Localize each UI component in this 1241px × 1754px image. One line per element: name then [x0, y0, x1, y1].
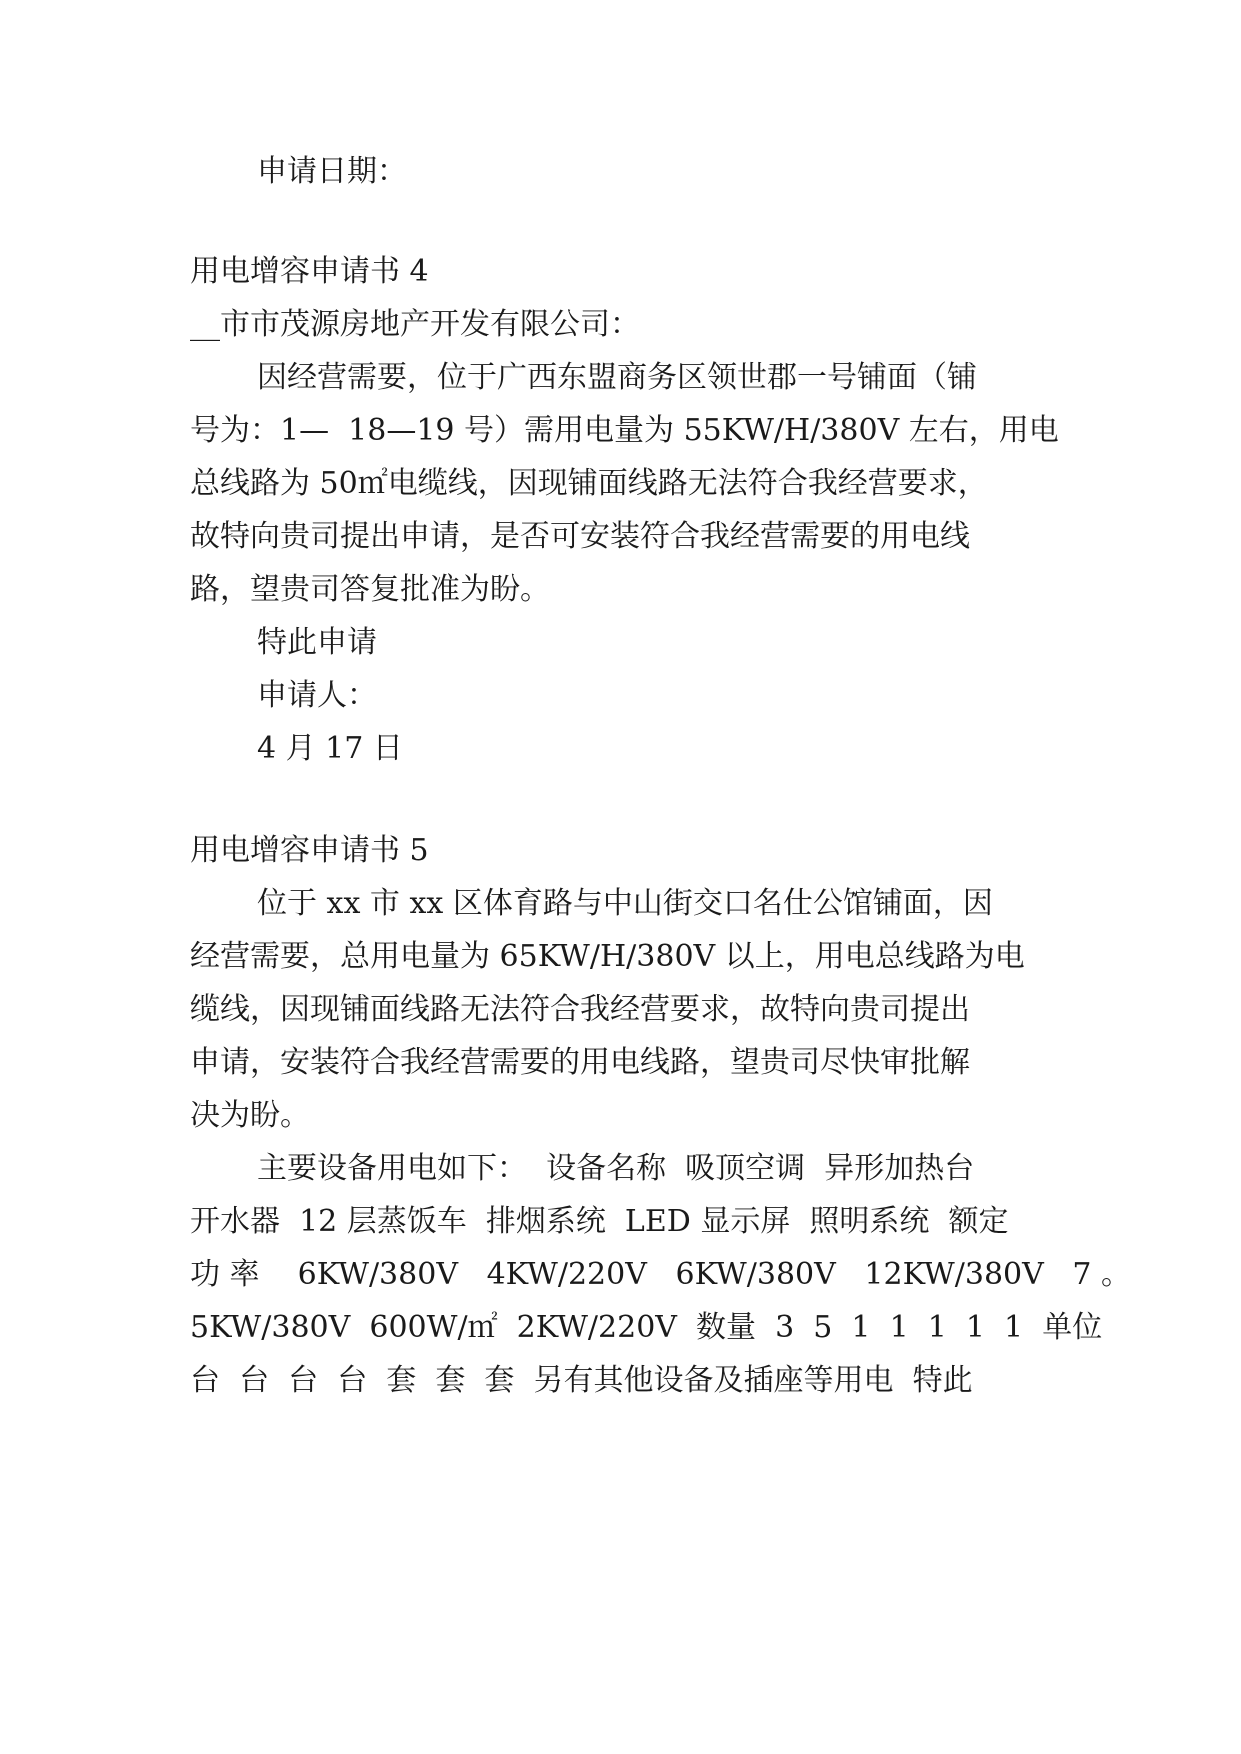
date-line: 4 月 17 日	[257, 731, 403, 766]
body-line: 申请，安装符合我经营需要的用电线路，望贵司尽快审批解	[190, 1045, 970, 1080]
body-line: 因经营需要，位于广西东盟商务区领世郡一号铺面（铺	[257, 360, 977, 395]
body-line: 故特向贵司提出申请，是否可安装符合我经营需要的用电线	[190, 519, 970, 554]
body-line: 经营需要，总用电量为 65KW/H/380V 以上，用电总线路为电	[190, 939, 1025, 974]
addressee-line: __市市茂源房地产开发有限公司：	[190, 307, 640, 342]
body-line: 路，望贵司答复批准为盼。	[190, 572, 550, 607]
body-line: 号为：1— 18—19 号）需用电量为 55KW/H/380V 左右，用电	[190, 413, 1059, 448]
equipment-line: 5KW/380V 600W/㎡ 2KW/220V 数量 3 5 1 1 1 1 1 单位	[190, 1310, 1103, 1345]
body-line: 缆线，因现铺面线路无法符合我经营要求，故特向贵司提出	[190, 992, 970, 1027]
application-date-label: 申请日期：	[257, 154, 407, 189]
equipment-line: 开水器 12 层蒸饭车 排烟系统 LED 显示屏 照明系统 额定	[190, 1204, 1009, 1239]
body-line: 位于 xx 市 xx 区体育路与中山街交口名仕公馆铺面，因	[257, 886, 993, 921]
equipment-line: 主要设备用电如下： 设备名称 吸顶空调 异形加热台	[257, 1151, 975, 1186]
applicant-line: 申请人：	[257, 678, 377, 713]
section-title-4: 用电增容申请书 4	[190, 254, 429, 289]
closing-line: 特此申请	[257, 625, 377, 660]
equipment-line: 台 台 台 台 套 套 套 另有其他设备及插座等用电 特此	[190, 1363, 973, 1398]
section-title-5: 用电增容申请书 5	[190, 833, 429, 868]
equipment-line: 功 率 6KW/380V 4KW/220V 6KW/380V 12KW/380V 7 。	[190, 1257, 1132, 1292]
body-line: 总线路为 50㎡电缆线，因现铺面线路无法符合我经营要求，	[190, 466, 988, 501]
body-line: 决为盼。	[190, 1098, 310, 1133]
